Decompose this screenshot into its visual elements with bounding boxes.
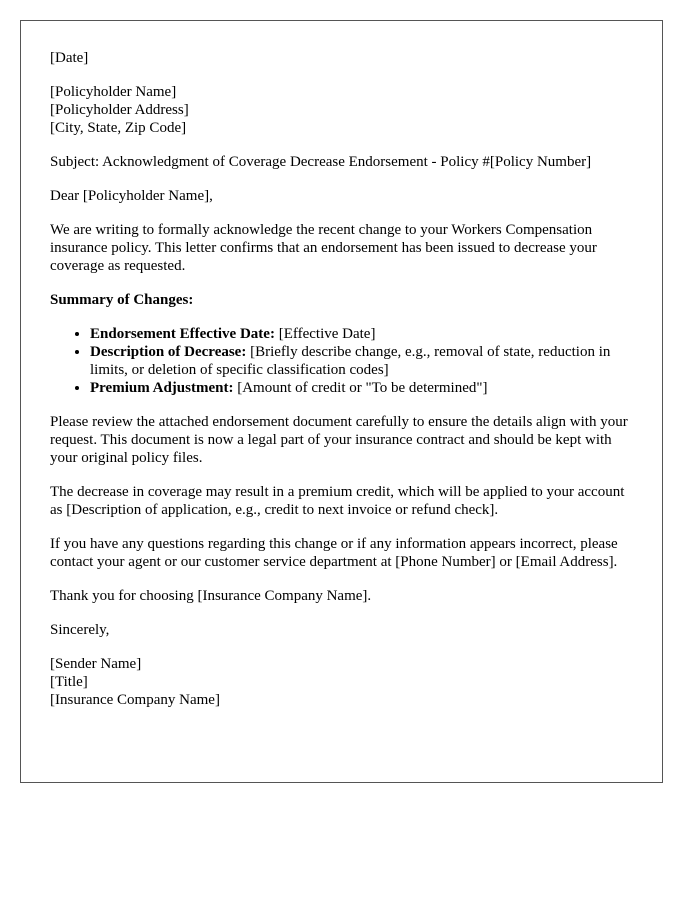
item-value: [Briefly describe change, e.g., removal of state, reduction in limits, or deletion of specific classification codes] [90,344,611,378]
recipient-address: [Policyholder Address] [50,102,189,118]
sender-title: [Title] [50,674,88,690]
list-item [90,379,633,397]
credit-paragraph: The decrease in coverage may result in a premium credit, which will be applied to your account as [Description of application, e.g., credit to next invoice or refund check]. [50,484,625,518]
summary-heading-text: Summary of Changes: [50,292,194,308]
summary-list [50,325,633,397]
list-item [90,343,633,379]
item-label: Description of Decrease: [90,344,247,360]
item-value: [Effective Date] [274,326,376,342]
list-item [90,325,633,343]
thanks-paragraph: Thank you for choosing [Insurance Company Name]. [50,588,372,604]
sender-company: [Insurance Company Name] [50,692,220,708]
recipient-name: [Policyholder Name] [50,84,177,100]
date: [Date] [50,50,89,66]
letter [20,20,663,783]
sender-name: [Sender Name] [50,656,142,672]
item-label: Premium Adjustment: [90,380,234,396]
recipient-city: [City, State, Zip Code] [50,120,187,136]
closing: Sincerely, [50,622,110,638]
item-value: [Amount of credit or "To be determined"] [233,380,488,396]
subject-line: Subject: Acknowledgment of Coverage Decrease Endorsement - Policy #[Policy Number] [50,154,592,170]
salutation: Dear [Policyholder Name], [50,188,213,204]
contact-paragraph: If you have any questions regarding this change or if any information appears incorrect, please contact your agent or our customer service department at [Phone Number] or [Email Address]. [50,536,618,570]
recipient-block [50,83,633,137]
signature-block [50,655,633,709]
item-label: Endorsement Effective Date: [90,326,275,342]
intro-paragraph: We are writing to formally acknowledge the recent change to your Workers Compensation insurance policy. This letter confirms that an endorsement has been issued to decrease your coverage as requested. [50,222,597,274]
review-paragraph: Please review the attached endorsement document carefully to ensure the details align with your request. This document is now a legal part of your insurance contract and should be kept with your original policy files. [50,414,628,466]
summary-heading [50,291,633,309]
